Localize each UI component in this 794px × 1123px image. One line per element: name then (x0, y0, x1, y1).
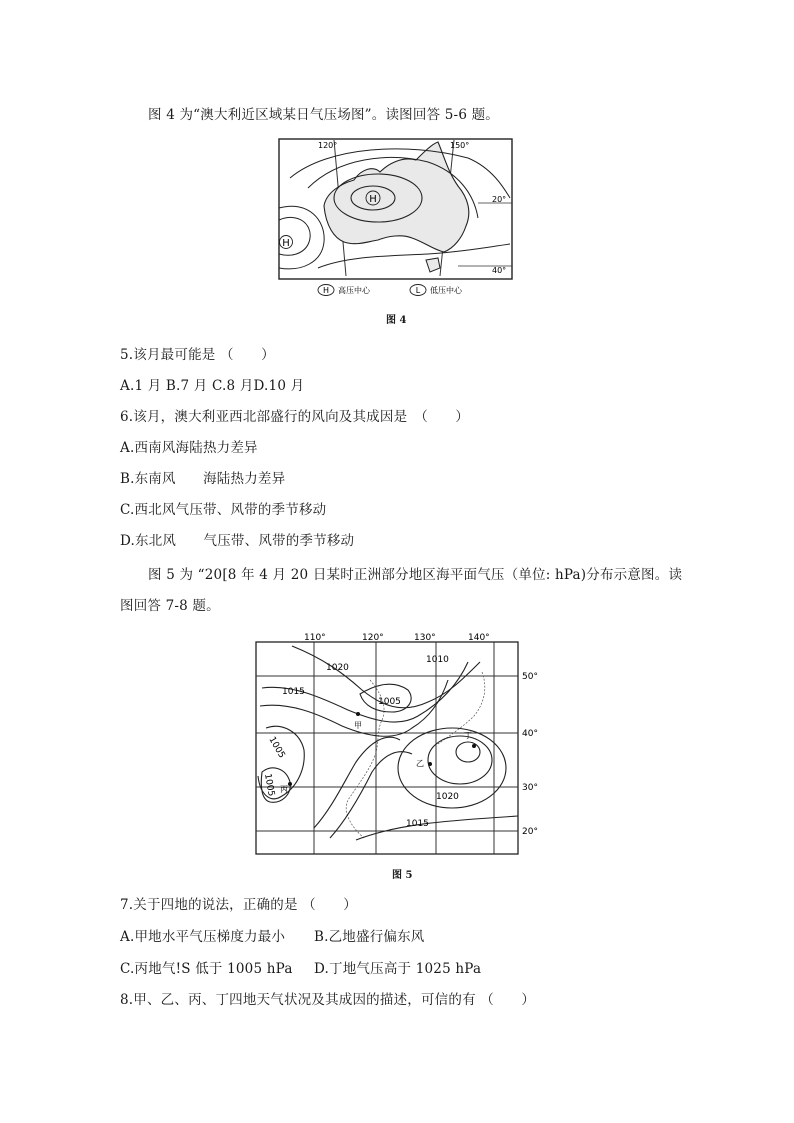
isobar-label-1020-high: 1020 (436, 792, 459, 802)
place-label-bing: 丙 (280, 785, 288, 794)
place-label-yi: 乙 (416, 759, 424, 768)
high-center-label: H (282, 238, 290, 249)
place-label-jia: 甲 (354, 721, 362, 730)
lat-label-20: 20° (492, 195, 507, 204)
lon-label-110: 110° (304, 633, 326, 643)
legend-low-symbol: L (415, 286, 421, 295)
lon-label-140: 140° (468, 633, 490, 643)
figure-5 (252, 632, 548, 860)
q7-option-d: D.丁地气压高于 1025 hPa (314, 961, 482, 977)
lat-label-50: 50° (522, 672, 538, 682)
lon-label-120: 120° (362, 633, 384, 643)
figure-5-map (252, 632, 548, 856)
q56-intro: 图 4 为“澳大利近区域某日气压场图”。读图回答 5-6 题。 (148, 107, 499, 123)
figure-5-caption: 图 5 (392, 870, 413, 881)
figure-4-map (278, 138, 514, 300)
lat-label-40: 40° (522, 729, 538, 739)
legend-low-label: 低压中心 (430, 286, 462, 295)
q5-options: A.1 月 B.7 月 C.8 月D.10 月 (120, 378, 305, 394)
legend-high-symbol: H (322, 286, 330, 295)
isobar-label-1010: 1010 (426, 655, 449, 665)
place-point-yi (428, 762, 432, 766)
q6-option-d: D.东北风 气压带、风带的季节移动 (120, 533, 355, 549)
figure-4-caption: 图 4 (386, 315, 407, 326)
q7-option-c: C.丙地气!S 低于 1005 hPa (120, 961, 293, 977)
q7-stem: 7.关于四地的说法，正确的是 （ ） (120, 897, 357, 913)
q5-stem: 5.该月最可能是 （ ） (120, 347, 275, 363)
q78-intro-line1: 图 5 为 “20[8 年 4 月 20 日某时正洲部分地区海平面气压（单位: hPa)分布示意图。读 (148, 567, 683, 583)
lat-label-30: 30° (522, 783, 538, 793)
lat-label-40: 40° (492, 266, 507, 275)
place-point-jia (356, 712, 360, 716)
low-center-label: H (369, 194, 377, 205)
place-point-ding (472, 744, 476, 748)
q8-stem: 8.甲、乙、丙、丁四地天气状况及其成因的描述，可信的有 （ ） (120, 992, 536, 1008)
q6-option-c: C.西北风气压带、风带的季节移动 (120, 502, 327, 518)
q7-option-b: B.乙地盛行偏东风 (314, 929, 425, 945)
lon-label-120: 120° (318, 141, 338, 150)
isobar-label-1015: 1015 (282, 687, 305, 697)
isobar-label-1020: 1020 (326, 663, 349, 673)
q6-option-a: A.西南风海陆热力差异 (120, 440, 258, 456)
q6-stem: 6.该月，澳大利亚西北部盛行的风向及其成因是 （ ） (120, 409, 470, 425)
place-point-bing (288, 782, 292, 786)
q7-option-a: A.甲地水平气压梯度力最小 (120, 929, 286, 945)
isobar-label-1005-low: 1005 (262, 772, 276, 798)
lon-label-130: 130° (414, 633, 436, 643)
isobar-label-1005-north: 1005 (378, 697, 401, 707)
place-label-ding: 丁 (464, 731, 472, 740)
isobar-label-1005-west: 1005 (266, 735, 287, 761)
q78-intro-line2: 图回答 7-8 题。 (120, 598, 220, 614)
q6-option-b: B.东南风 海陆热力差异 (120, 471, 286, 487)
isobar-label-1015-south: 1015 (406, 819, 429, 829)
lon-label-150: 150° (450, 141, 470, 150)
legend-high-label: 高压中心 (338, 286, 370, 295)
figure-4 (278, 138, 514, 304)
lat-label-20: 20° (522, 827, 538, 837)
